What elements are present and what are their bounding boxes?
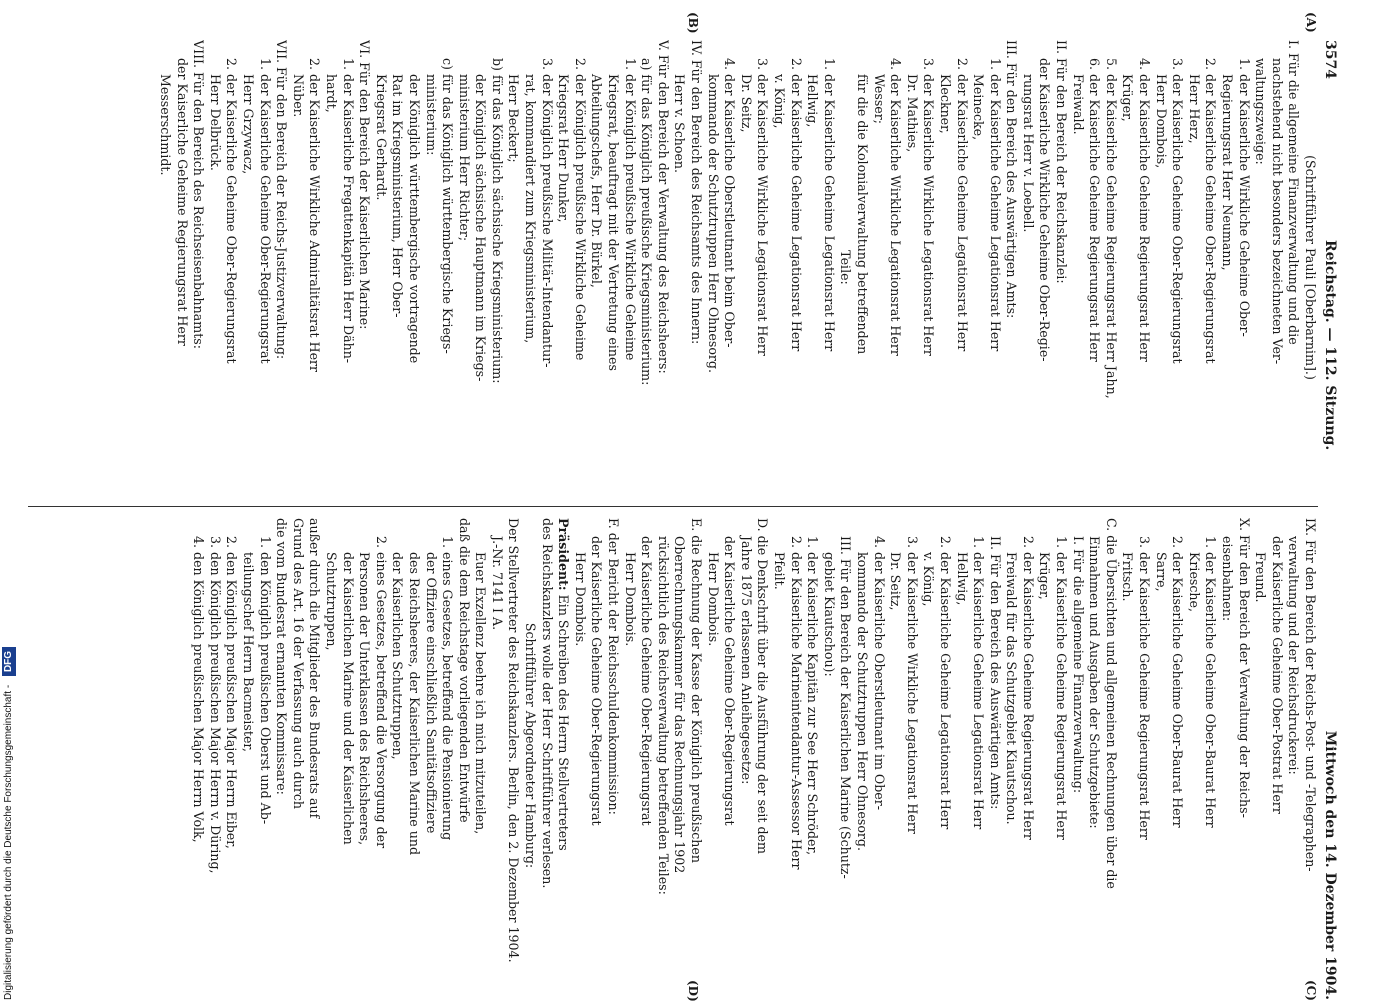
right-column-line: der Kaiserliche Geheime Ober-Regierungsrat (589, 536, 605, 826)
left-column-line: 1. der Kaiserliche Fregattenkapitän Herr Dähn- (340, 58, 356, 364)
left-column-line: Hellwig, (805, 74, 821, 128)
left-column-line: 1. der Kaiserliche Wirkliche Geheime Ober- (1236, 58, 1252, 337)
left-column-line: c) für das Königlich württembergische Kriegs- (440, 58, 456, 354)
left-column-line: 2. der Kaiserliche Wirkliche Admiralitätsrat Herr (307, 58, 323, 373)
right-column-line: C. die Übersichten und allgemeinen Rechnungen über die (1103, 518, 1119, 889)
right-column-line: 2. der Kaiserliche Geheime Legationsrat Herr (937, 536, 953, 830)
right-column-line: IX. Für den Bereich der Reichs-Post- und -Telegraphen- (1303, 518, 1318, 872)
left-column-line: (Schriftführer Pauli [Oberbarnim].) (1303, 155, 1318, 380)
margin-mark-a: (A) (1304, 12, 1318, 33)
right-column-line: X. Für den Bereich der Verwaltung der Reichs- (1236, 518, 1252, 818)
left-column-line: 2. der Kaiserliche Geheime Legationsrat Herr (954, 58, 970, 352)
left-column-line: Herr Dombois, (1153, 74, 1169, 169)
left-column-line: I. Für die allgemeine Finanzverwaltung und die (1286, 40, 1302, 345)
session-date: Mittwoch den 14. Dezember 1904. (1322, 730, 1338, 1000)
margin-mark-c: (C) (1304, 980, 1318, 1001)
right-column-line: Freund. (1253, 552, 1269, 603)
margin-mark-b: (B) (686, 12, 700, 34)
right-column-line: 1. der Kaiserliche Kapitän zur See Herr Schröder, (805, 536, 821, 856)
right-column-line: Präsident: Ein Schreiben des Herrn Stellvertreters (556, 518, 572, 851)
left-column-line: 1. der Kaiserliche Geheime Ober-Regierungsrat (257, 58, 273, 364)
right-column-line: der Offiziere einschließlich Sanitätsoffiziere (423, 552, 439, 834)
right-column-line: Der Stellvertreter des Reichskanzlers. Berlin, den 2. Dezember 1904. (506, 518, 522, 963)
right-column-line: 3. den Königlich preußischen Major Herrn v. Düring, (207, 536, 223, 874)
right-column-line: 2. der Kaiserliche Geheime Regierungsrat Herr (1020, 536, 1036, 840)
left-column-line: Rat im Kriegsministerium, Herr Ober- (390, 74, 406, 318)
right-column-line: Schriftführer Abgeordneter Hamburg: (523, 622, 539, 869)
left-column-line: der Kaiserliche Geheime Regierungsrat Herr (174, 58, 190, 346)
right-column-line: III. Für den Bereich der Kaiserlichen Marine (Schutz- (838, 536, 854, 879)
left-column-line: Freiwald. (1070, 74, 1086, 135)
right-column (18, 518, 1318, 973)
left-column-line: Herr Grzywacz, (241, 74, 256, 175)
left-column-line: rat, kommandiert zum Kriegsministerium, (523, 74, 539, 344)
page-header (1320, 40, 1340, 1000)
digitization-footer (0, 0, 18, 1000)
left-column-line: 2. der Königlich preußische Wirkliche Geheime (572, 58, 588, 361)
dfg-logo: DFG (2, 647, 16, 676)
right-column-line: 2. den Königlich preußischen Major Herrn Eiber, (224, 536, 240, 849)
right-column-line: Hellwig, (954, 552, 970, 606)
left-column-line: rungsrat Herr v. Loebell. (1020, 74, 1036, 233)
left-column-line: ministerium: (423, 74, 439, 156)
left-column-line: 3. der Kaiserliche Wirkliche Legationsrat Herr (921, 58, 937, 356)
left-column-line: Meinecke, (971, 74, 987, 141)
left-column-line: 1. der Kaiserliche Geheime Legationsrat Herr (987, 58, 1003, 352)
right-column-line: der Kaiserlichen Schutztruppen, (390, 552, 406, 760)
left-column-line: waltungszweige: (1253, 58, 1269, 165)
right-column-line: Fritsch. (1120, 552, 1136, 602)
left-column-line: Dr. Seitz, (738, 74, 754, 133)
left-column-line: Abteilungschefs, Herr Dr. Bürkel, (589, 74, 605, 288)
left-column-line: 2. der Kaiserliche Geheime Legationsrat Herr (788, 58, 804, 352)
left-column-line: II. Für den Bereich der Reichskanzlei: (1054, 40, 1070, 284)
left-column-line: Messerschmidt. (158, 74, 174, 176)
right-column-line: Dr. Seitz, (888, 552, 904, 611)
left-column-line: VIII. Für den Bereich des Reichseisenbahnamts: (191, 40, 207, 349)
right-column-line: Schutztruppen, (323, 552, 339, 651)
right-column-line: 4. der Kaiserliche Oberstleutnant im Ober- (871, 536, 887, 811)
document-page (0, 12, 1340, 1002)
left-column-line: Teile: (838, 250, 854, 285)
left-column-line: der Kaiserliche Wirkliche Geheime Ober-Regie- (1037, 58, 1053, 362)
right-column-line: der Kaiserliche Geheime Ober-Regierungsrat (722, 536, 738, 826)
left-column-line: v. König, (772, 74, 787, 129)
left-column (18, 40, 1318, 495)
right-column-line: 1. den Königlich preußischen Oberst und Ab- (257, 536, 273, 825)
right-column-line: kommando der Schutztruppen Herr Ohnesorg. (854, 552, 870, 851)
left-column-line: V. Für den Bereich der Verwaltung des Reichsheers: (655, 40, 671, 374)
left-column-line: 2. der Kaiserliche Geheime Ober-Regierungsrat (1203, 58, 1219, 364)
left-column-line: Dr. Mathies, (904, 74, 920, 153)
right-column-line: teilungschef Herrn Bacmeister, (241, 552, 256, 753)
left-column-line: 4. der Kaiserliche Oberstleutnant beim Ober- (722, 58, 738, 348)
right-column-line: D. die Denkschrift über die Ausführung der seit dem (755, 518, 771, 854)
right-column-line: der Kaiserlichen Marine und der Kaiserlichen (340, 552, 356, 845)
right-column-line: gebiet Kiautschou): (821, 552, 837, 677)
left-column-line: VII. Für den Bereich der Reichs-Justizverwaltung: (274, 40, 290, 360)
left-column-line: 1. der Kaiserliche Geheime Legationsrat Herr (821, 58, 837, 352)
left-column-line: ministerium Herr Richter; (456, 74, 472, 242)
left-column-line: der Königlich württembergische vortragende (406, 74, 422, 364)
right-column-line: Euer Exzellenz beehre ich mich mitzuteilen, (473, 552, 489, 835)
right-column-line: Pfeilt. (772, 552, 787, 590)
left-column-line: Kriegsrat Herr Dunker, (556, 74, 572, 223)
left-column-line: Kriegsrat Gerhardt. (373, 74, 389, 201)
right-column-line: Sarre, (1153, 552, 1169, 592)
right-column-line: des Reichskanzlers wolle der Herr Schriftführer verlesen. (539, 518, 555, 889)
left-column-line: kommando der Schutztruppen Herr Ohnesorg. (705, 74, 721, 373)
left-column-line: 3. der Kaiserliche Wirkliche Legationsrat Herr (755, 58, 771, 356)
right-column-line: 1. der Kaiserliche Geheime Regierungsrat Herr (1054, 536, 1070, 840)
left-column-line: VI. Für den Bereich der Kaiserlichen Marine: (357, 40, 373, 330)
right-column-line: eisenbahnen: (1220, 536, 1236, 622)
right-column-line: des Reichsheeres, der Kaiserlichen Marine und (406, 552, 422, 856)
right-column-line: der Kaiserliche Geheime Ober-Regierungsrat (639, 536, 655, 826)
left-column-line: nachstehend nicht besonders bezeichneten Ver- (1269, 58, 1285, 365)
right-column-line: 2. eines Gesetzes, betreffend die Versorgung der (373, 536, 389, 849)
left-column-line: Herr Beckert; (506, 74, 522, 163)
left-column-line: b) für das Königlich sächsische Kriegsministerium: (489, 58, 505, 384)
right-column-line: 2. der Kaiserliche Marineintendantur-Assessor Herr (788, 536, 804, 870)
left-column-line: für die die Kolonialverwaltung betreffenden (854, 74, 870, 355)
right-column-line: Kriesche, (1186, 552, 1202, 612)
left-column-line: Kleckner, (937, 74, 953, 134)
right-column-line: Jahre 1875 erlassenen Anleihegesetze: (738, 536, 754, 785)
right-column-line: der Kaiserliche Geheime Ober-Postrat Herr (1269, 536, 1285, 814)
left-column-line: III. Für den Bereich des Auswärtigen Amts: (1004, 40, 1020, 319)
right-column-line: II. Für den Bereich des Auswärtigen Amts: (987, 536, 1003, 810)
right-column-line: 3. der Kaiserliche Geheime Regierungsrat Herr (1137, 536, 1153, 840)
left-column-line: 5. der Kaiserliche Geheime Regierungsrat Herr Jahn, (1103, 58, 1119, 399)
right-column-line: 1. eines Gesetzes, betreffend die Pensionierung (440, 536, 456, 841)
right-column-line: 1. der Kaiserliche Geheime Ober-Baurat Herr (1203, 536, 1219, 828)
page-title: Reichstag. — 112. Sitzung. (1322, 240, 1338, 451)
left-column-line: Herr Herz, (1186, 74, 1202, 144)
right-column-line: außer durch die Mitglieder des Bundesrats auf (307, 518, 323, 819)
page-number: 3574 (1322, 40, 1338, 79)
right-column-line: E. die Rechnung der Kasse der Königlich preußischen (689, 518, 705, 863)
left-column-line: 6. der Kaiserliche Geheime Regierungsrat Herr (1087, 58, 1103, 362)
margin-mark-d: (D) (686, 980, 700, 1002)
right-column-line: v. König, (921, 552, 937, 607)
left-column-line: 3. der Königlich preußische Militär-Intendantur- (539, 58, 555, 368)
left-column-line: Kriegsrat, beauftragt mit der Vertretung eines (606, 74, 622, 371)
right-column-line: I. Für die allgemeine Finanzverwaltung: (1070, 536, 1086, 794)
right-column-line: daß die dem Reichstage vorliegenden Entwürfe (456, 518, 472, 823)
right-column-line: Personen der Unterklassen des Reichsheeres, (357, 552, 373, 846)
left-column-line: IV. Für den Bereich des Reichsamts des Innern: (689, 40, 705, 345)
right-column-line: Einnahmen und Ausgaben der Schutzgebiete: (1087, 536, 1103, 829)
right-column-line: 2. der Kaiserliche Geheime Ober-Baurat Herr (1170, 536, 1186, 828)
left-column-line: Regierungsrat Herr Neumann, (1220, 74, 1236, 271)
left-column-line: Nüber. (290, 74, 306, 118)
left-column-line: Herr Delbrück. (207, 74, 223, 171)
left-column-line: a) für das Königlich preußische Kriegsministerium: (639, 58, 655, 386)
right-column-line: 3. der Kaiserliche Wirkliche Legationsrat Herr (904, 536, 920, 834)
left-column-line: Krüger, (1120, 74, 1136, 122)
right-column-line: 4. den Königlich preußischen Major Herrn Volk, (191, 536, 207, 843)
left-column-line: hardt, (323, 74, 339, 113)
right-column-line: Herr Dombois. (572, 552, 588, 647)
left-column-line: der Königlich sächsische Hauptmann im Kriegs- (473, 74, 489, 382)
footer-text: Digitalisierung gefördert durch die Deutsche Forschungsgemeinschaft - (3, 684, 14, 1000)
left-column-line: 4. der Kaiserliche Wirkliche Legationsrat Herr (888, 58, 904, 356)
right-column-line: Krüger, (1037, 552, 1053, 600)
right-column-line: J.-Nr. 7141 I A. (489, 536, 505, 631)
left-column-line: 3. der Kaiserliche Geheime Ober-Regierungsrat (1170, 58, 1186, 364)
left-column-line: 1. der Königlich preußische Wirkliche Geheime (622, 58, 638, 361)
right-column-line: rücksichtlich des Reichsverwaltung betreffenden Teiles: (655, 536, 671, 895)
right-column-line: Oberrechnungskammer für das Rechnungsjahr 1902 (672, 536, 688, 874)
right-column-line: Freiwald für das Schutzgebiet Kiautschou. (1004, 552, 1020, 825)
column-divider (28, 506, 1318, 507)
left-column-line: Wesser; (871, 74, 887, 125)
left-column-line: 2. der Kaiserliche Geheime Ober-Regierungsrat (224, 58, 240, 364)
right-column-line: Grund des Art. 16 der Verfassung auch durch (290, 518, 306, 810)
right-column-line: Herr Dombois. (705, 552, 721, 647)
right-column-line: die vom Bundesrat ernannten Kommissare: (274, 518, 290, 795)
right-column-line: Herr Dombois. (622, 552, 638, 647)
right-column-line: F. der Bericht der Reichsschuldenkommission: (606, 518, 622, 815)
left-column-line: Herr v. Schoen. (672, 74, 688, 174)
right-column-line: 1. der Kaiserliche Geheime Legationsrat Herr (971, 536, 987, 830)
left-column-line: 4. der Kaiserliche Geheime Regierungsrat Herr (1137, 58, 1153, 362)
right-column-line: verwaltung und der Reichsdruckerei: (1286, 536, 1302, 775)
